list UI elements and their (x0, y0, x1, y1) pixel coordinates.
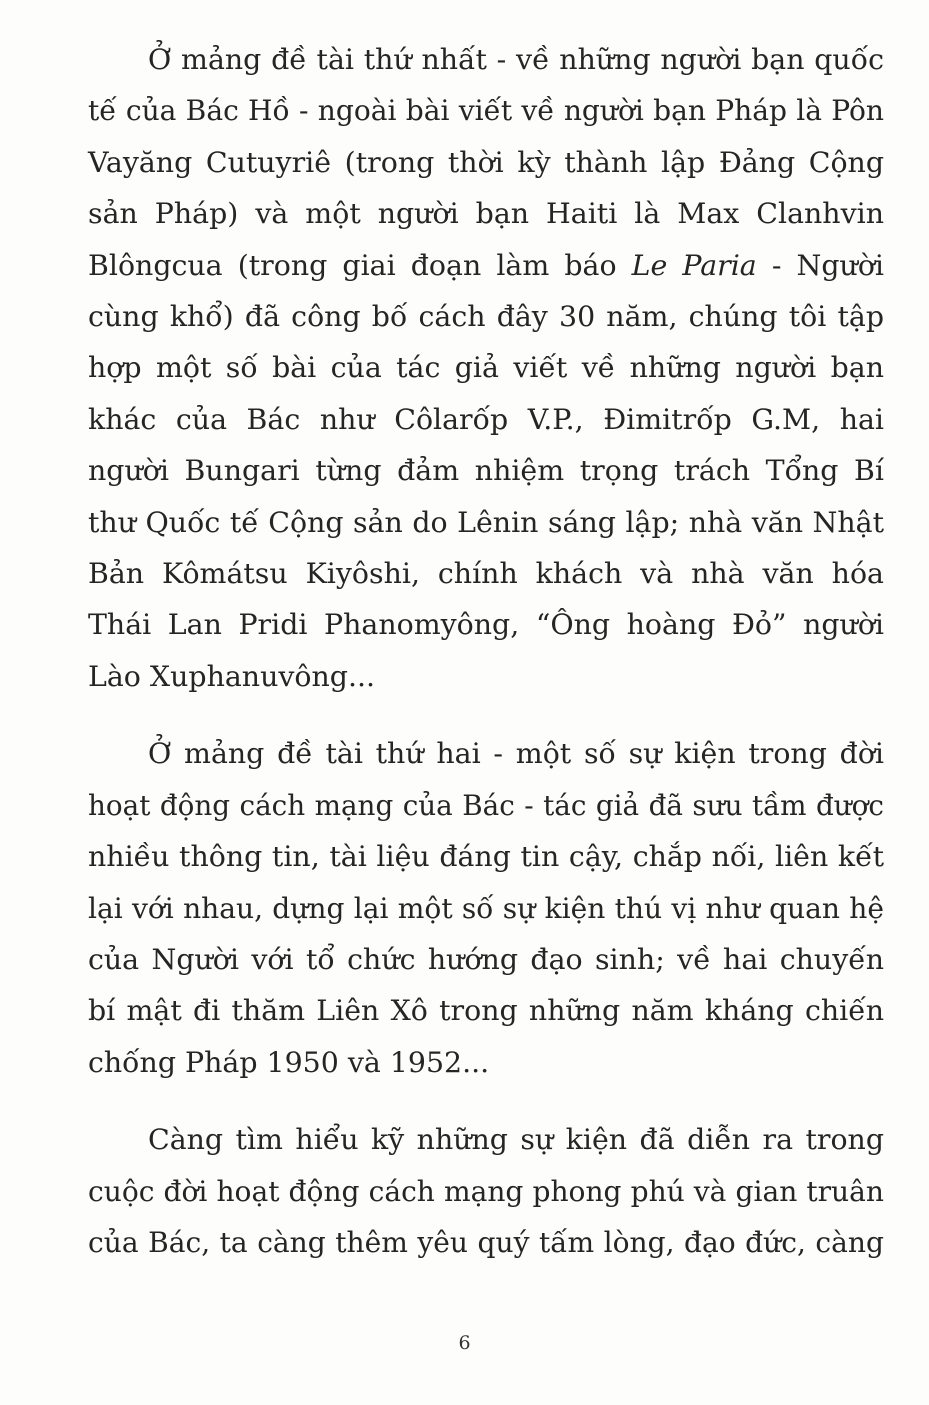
page-number: 6 (458, 1332, 471, 1354)
text-line: hợp một số bài của tác giả viết về những người bạn (88, 351, 884, 385)
text-line: Vayăng Cutuyriê (trong thời kỳ thành lập Đảng Cộng (88, 145, 884, 179)
text-line: lại với nhau, dựng lại một số sự kiện thú vị như quan hệ (88, 891, 884, 925)
text-line: chống Pháp 1950 và 1952... (88, 1045, 490, 1079)
text-line: Lào Xuphanuvông... (88, 659, 376, 693)
paragraph-gap (88, 702, 884, 728)
paragraph-2 (88, 728, 884, 1088)
paragraph-3 (88, 1114, 884, 1268)
text-line: thư Quốc tế Cộng sản do Lênin sáng lập; nhà văn Nhật (88, 505, 884, 539)
text-line: hoạt động cách mạng của Bác - tác giả đã sưu tầm được (88, 788, 884, 822)
text-line: Thái Lan Pridi Phanomyông, “Ông hoàng Đỏ” người (88, 608, 884, 642)
paragraph-gap (88, 1088, 884, 1114)
text-line: sản Pháp) và một người bạn Haiti là Max Clanhvin (88, 197, 884, 231)
text-segment: - Người (756, 248, 884, 282)
text-line: bí mật đi thăm Liên Xô trong những năm kháng chiến (88, 994, 884, 1028)
italic-title: Le Paria (631, 248, 757, 282)
text-line: tế của Bác Hồ - ngoài bài viết về người bạn Pháp là Pôn (88, 94, 884, 128)
text-line: cuộc đời hoạt động cách mạng phong phú và gian truân (88, 1174, 884, 1208)
text-line: khác của Bác như Côlarốp V.P., Đimitrốp G.M, hai (88, 402, 884, 436)
text-line: Càng tìm hiểu kỹ những sự kiện đã diễn ra trong (148, 1123, 884, 1157)
text-line: Ở mảng đề tài thứ hai - một số sự kiện trong đời (148, 737, 884, 771)
text-line: nhiều thông tin, tài liệu đáng tin cậy, chắp nối, liên kết (88, 840, 884, 874)
text-line: Ở mảng đề tài thứ nhất - về những người bạn quốc (148, 43, 884, 76)
text-line: Bản Kômátsu Kiyôshi, chính khách và nhà văn hóa (88, 557, 884, 591)
text-line: người Bungari từng đảm nhiệm trọng trách Tổng Bí (88, 454, 884, 488)
text-line (88, 240, 884, 291)
text-line: của Người với tổ chức hướng đạo sinh; về hai chuyến (88, 942, 884, 976)
body-text (88, 34, 884, 1268)
text-segment: Blôngcua (trong giai đoạn làm báo (88, 248, 632, 282)
text-line: của Bác, ta càng thêm yêu quý tấm lòng, đạo đức, càng (88, 1225, 884, 1259)
paragraph-1 (88, 34, 884, 702)
text-line: cùng khổ) đã công bố cách đây 30 năm, chúng tôi tập (88, 300, 884, 334)
